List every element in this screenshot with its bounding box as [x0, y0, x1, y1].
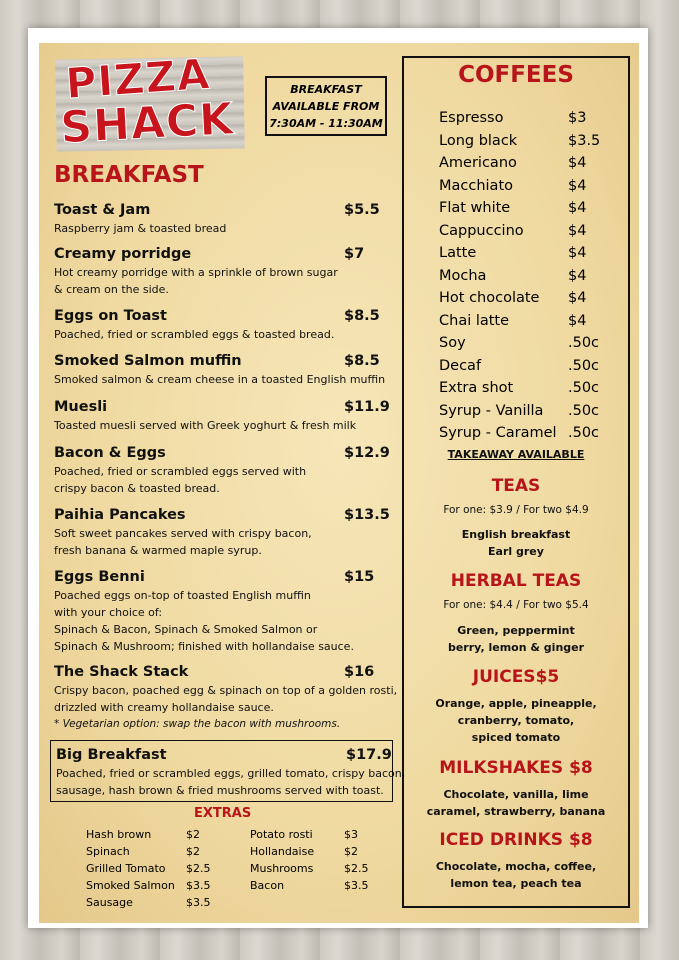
item-price: $8.5: [344, 353, 380, 369]
tea-option: Earl grey: [488, 545, 544, 558]
item-description: Soft sweet pancakes served with crispy bacon,: [54, 527, 312, 540]
logo-line-1: PIZZA: [64, 49, 212, 109]
item-description: fresh banana & warmed maple syrup.: [54, 544, 262, 557]
item-name: The Shack Stack: [54, 664, 189, 680]
item-name: Big Breakfast: [56, 747, 167, 763]
extra-price: $3: [344, 828, 358, 841]
extra-name: Sausage: [86, 896, 133, 909]
coffee-row: [439, 175, 587, 198]
item-description: Smoked salmon & cream cheese in a toasted English muffin: [54, 373, 386, 386]
item-description: Spinach & Mushroom; finished with hollandaise sauce.: [54, 640, 354, 653]
coffee-price: .50c: [568, 357, 600, 374]
coffee-price: $4: [568, 222, 587, 239]
item-description: Spinach & Bacon, Spinach & Smoked Salmon or: [54, 623, 318, 636]
coffee-name: Latte: [439, 245, 477, 261]
extras-heading: EXTRAS: [194, 806, 252, 821]
item-description: Raspberry jam & toasted bread: [54, 222, 227, 235]
coffee-name: Decaf: [439, 357, 482, 374]
menu-item-eggs-benni: [54, 567, 384, 655]
extras-row: [250, 860, 369, 877]
juices-title: JUICES: [472, 667, 536, 687]
coffee-price: $3: [568, 110, 587, 126]
milkshake-option: Chocolate, vanilla, lime: [443, 788, 589, 801]
extra-name: Grilled Tomato: [86, 862, 166, 875]
extra-name: Bacon: [250, 879, 285, 892]
coffee-price: $4: [568, 155, 587, 171]
coffee-price: .50c: [568, 425, 600, 441]
extra-price: $2.5: [344, 862, 369, 875]
coffee-row: [439, 130, 601, 153]
item-name: Smoked Salmon muffin: [54, 353, 242, 369]
coffee-row: [439, 220, 587, 243]
item-price: $15: [344, 569, 375, 585]
item-name: Muesli: [54, 399, 108, 415]
coffee-name: Chai latte: [439, 312, 510, 329]
iced-drinks-list: [402, 858, 630, 892]
extra-price: $2: [344, 845, 358, 858]
coffee-row: [439, 332, 600, 355]
item-price: $5.5: [344, 202, 380, 218]
item-description: Poached, fried or scrambled eggs, grilled tomato, crispy bacon,: [56, 767, 406, 780]
item-name: Eggs Benni: [54, 569, 145, 585]
item-description: crispy bacon & toasted bread.: [54, 482, 220, 495]
extras-row: [86, 826, 200, 843]
extra-name: Mushrooms: [250, 862, 314, 875]
extra-price: $2: [186, 828, 200, 841]
extra-name: Hollandaise: [250, 845, 315, 858]
item-price: $11.9: [344, 399, 390, 415]
extras-right-column: [250, 826, 369, 894]
extra-price: $3.5: [186, 879, 211, 892]
extra-price: $2: [186, 845, 200, 858]
iced-option: Chocolate, mocha, coffee,: [435, 860, 597, 873]
extras-row: [86, 894, 211, 911]
menu-item-paihia-pancakes: [54, 505, 390, 559]
item-description: & cream on the side.: [54, 283, 169, 296]
coffee-price: $4: [568, 267, 587, 284]
coffee-row: [439, 152, 587, 175]
item-name: Bacon & Eggs: [54, 445, 166, 461]
extras-row: [86, 860, 211, 877]
coffee-row: [439, 242, 587, 265]
coffee-price: $4: [568, 290, 587, 306]
coffee-row: [439, 197, 587, 220]
coffee-row: [439, 107, 587, 130]
logo-line-2: SHACK: [59, 93, 236, 154]
extras-row: [250, 877, 369, 894]
item-price: $12.9: [344, 445, 390, 461]
item-price: $16: [344, 664, 375, 680]
teas-prices: For one: $3.9 / For two $4.9: [443, 504, 589, 516]
menu-item-muesli: [54, 397, 390, 434]
item-description: Toasted muesli served with Greek yoghurt & fresh milk: [54, 419, 357, 432]
tea-option: English breakfast: [461, 528, 571, 541]
menu-item-eggs-on-toast: [54, 306, 384, 343]
iced-option: lemon tea, peach tea: [450, 877, 582, 890]
juice-option: spiced tomato: [471, 731, 561, 744]
coffee-price: .50c: [568, 380, 600, 396]
extra-price: $3.5: [344, 879, 369, 892]
coffee-name: Extra shot: [439, 380, 514, 396]
milkshakes-list: [402, 786, 630, 820]
coffee-row: [439, 355, 600, 378]
extra-name: Smoked Salmon: [86, 879, 175, 892]
coffee-row: [439, 287, 587, 310]
item-name: Creamy porridge: [54, 246, 192, 262]
extras-row: [86, 843, 200, 860]
item-name: Toast & Jam: [54, 202, 151, 218]
herbal-option: Green, peppermint: [457, 624, 575, 637]
item-description: drizzled with creamy hollandaise sauce.: [54, 701, 274, 714]
pizza-shack-logo: [55, 49, 245, 154]
vegetarian-note: * Vegetarian option: swap the bacon with mushrooms.: [54, 718, 341, 730]
iced-drinks-heading: [402, 830, 630, 850]
herbal-teas-list: [402, 622, 630, 656]
item-description: Hot creamy porridge with a sprinkle of brown sugar: [54, 266, 338, 279]
item-price: $17.9: [346, 747, 392, 763]
iced-drinks-title: ICED DRINKS: [439, 830, 564, 850]
extras-row: [250, 843, 358, 860]
item-description: with your choice of:: [54, 606, 163, 619]
menu-item-toast-jam: [54, 200, 384, 237]
extras-left-column: [86, 826, 211, 911]
item-description: sausage, hash brown & fried mushrooms served with toast.: [56, 784, 384, 797]
teas-list: [402, 526, 630, 560]
menu-item-smoked-salmon-muffin: [54, 351, 384, 388]
coffee-name: Americano: [439, 155, 517, 171]
coffee-name: Syrup - Caramel: [439, 425, 557, 441]
coffee-price: $4: [568, 245, 587, 261]
item-description: Poached eggs on-top of toasted English muffin: [54, 589, 311, 602]
coffee-row: [439, 310, 587, 333]
extra-price: $2.5: [186, 862, 211, 875]
availability-line-1: BREAKFAST: [290, 83, 362, 96]
coffee-price: .50c: [568, 402, 600, 419]
coffee-name: Mocha: [439, 267, 487, 284]
coffee-row: [439, 400, 600, 423]
juices-heading: [402, 667, 630, 687]
coffee-name: Long black: [439, 132, 518, 149]
coffee-row: [439, 265, 587, 288]
coffee-price: $4: [568, 312, 587, 329]
juice-option: cranberry, tomato,: [457, 714, 575, 727]
coffee-name: Espresso: [439, 110, 504, 126]
item-description: Crispy bacon, poached egg & spinach on top of a golden rosti,: [54, 684, 398, 697]
item-price: $7: [344, 246, 365, 262]
extra-name: Potato rosti: [250, 828, 313, 841]
coffee-name: Hot chocolate: [439, 290, 540, 306]
juice-option: Orange, apple, pineapple,: [435, 697, 597, 710]
takeaway-note: TAKEAWAY AVAILABLE: [447, 448, 585, 461]
milkshake-option: caramel, strawberry, banana: [426, 805, 606, 818]
availability-line-2: AVAILABLE FROM: [272, 100, 380, 113]
item-name: Eggs on Toast: [54, 308, 167, 324]
item-price: $8.5: [344, 308, 380, 324]
coffee-row: [439, 377, 600, 400]
coffee-price: .50c: [568, 335, 600, 351]
coffee-name: Macchiato: [439, 177, 514, 194]
item-price: $13.5: [344, 507, 390, 523]
herbal-option: berry, lemon & ginger: [447, 641, 585, 654]
milkshakes-heading: [402, 758, 630, 778]
juices-price: $5: [535, 667, 560, 687]
herbal-teas-prices: For one: $4.4 / For two $5.4: [443, 599, 589, 611]
menu-item-big-breakfast: [56, 745, 406, 799]
breakfast-availability-box: [265, 76, 387, 136]
item-description: Poached, fried or scrambled eggs & toasted bread.: [54, 328, 335, 341]
milkshakes-title: MILKSHAKES: [439, 758, 564, 778]
menu-item-creamy-porridge: [54, 244, 384, 298]
extra-name: Hash brown: [86, 828, 152, 841]
extra-name: Spinach: [86, 845, 130, 858]
coffee-name: Cappuccino: [439, 222, 524, 239]
coffee-name: Soy: [439, 335, 466, 351]
herbal-teas-heading: HERBAL TEAS: [450, 571, 582, 591]
breakfast-heading: BREAKFAST: [54, 162, 204, 188]
item-description: Poached, fried or scrambled eggs served with: [54, 465, 307, 478]
menu-item-bacon-eggs: [54, 443, 390, 497]
coffee-price: $4: [568, 177, 587, 194]
coffee-price: $3.5: [568, 132, 601, 149]
extras-row: [86, 877, 211, 894]
extra-price: $3.5: [186, 896, 211, 909]
coffee-list: [439, 107, 601, 445]
coffee-row: [439, 422, 600, 445]
milkshakes-price: $8: [569, 758, 593, 778]
extras-row: [250, 826, 358, 843]
juices-list: [402, 695, 630, 746]
coffee-name: Syrup - Vanilla: [439, 402, 544, 419]
availability-line-3: 7:30AM - 11:30AM: [269, 117, 383, 130]
iced-drinks-price: $8: [568, 830, 593, 850]
coffees-heading: COFFEES: [458, 62, 574, 88]
menu-item-shack-stack: [54, 662, 398, 733]
item-name: Paihia Pancakes: [54, 507, 186, 523]
coffee-name: Flat white: [439, 200, 511, 216]
teas-heading: TEAS: [491, 476, 541, 496]
coffee-price: $4: [568, 200, 587, 216]
